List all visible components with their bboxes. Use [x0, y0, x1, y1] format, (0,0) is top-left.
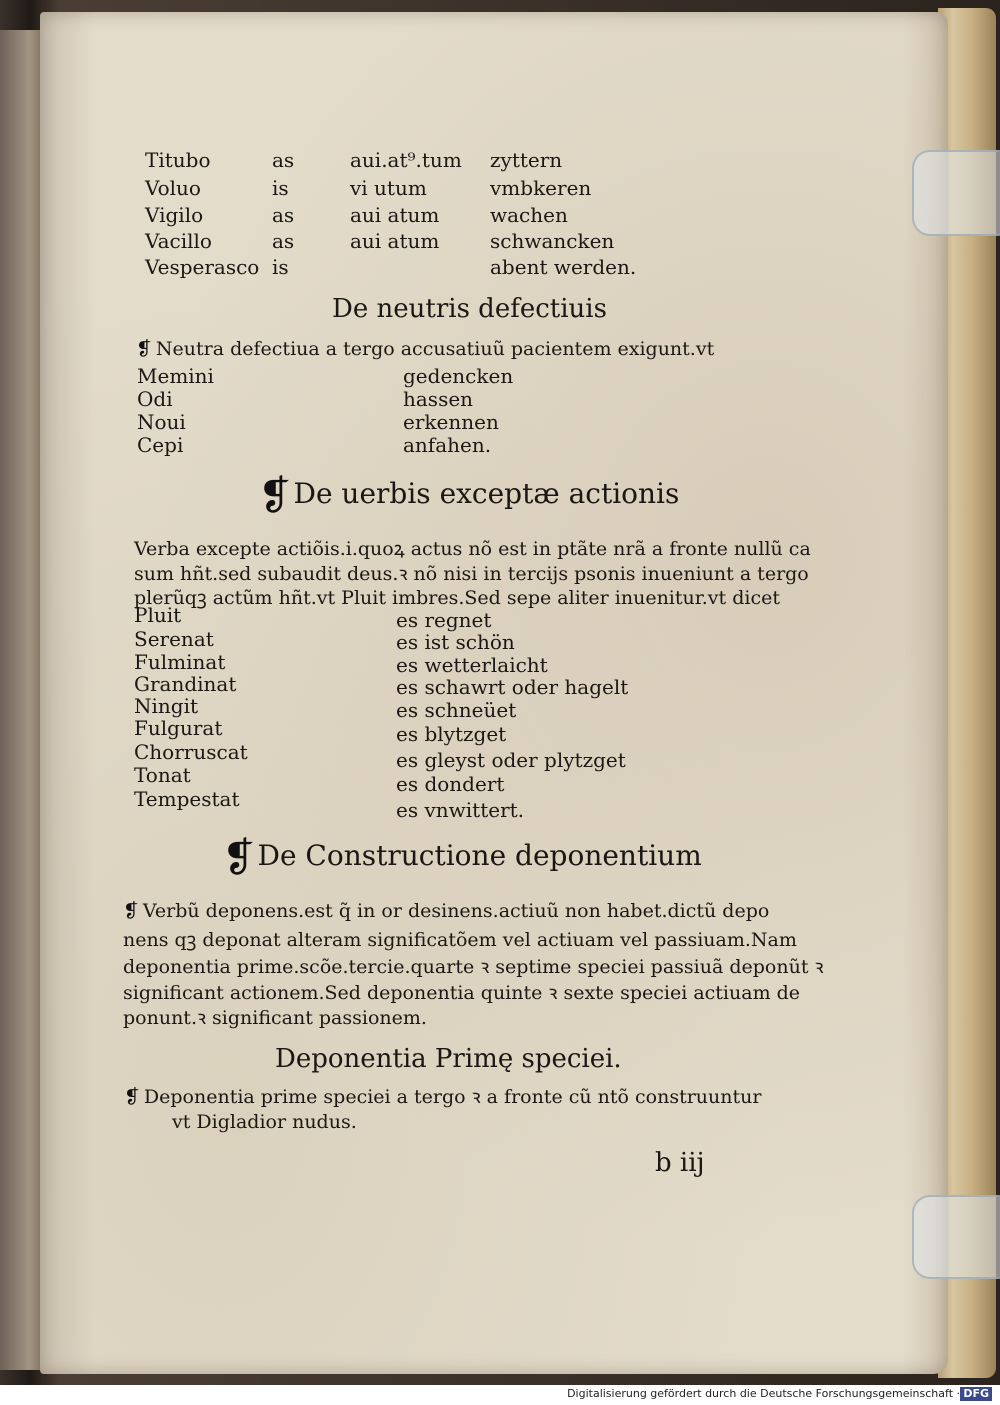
exceptae-para-line: Verba excepte actiõis.i.quoꝝ actus nõ est in ptãte nrã a fronte nullũ ca — [134, 538, 811, 560]
section-heading-neutris: De neutris defectiuis — [332, 294, 607, 324]
verb-german: schwancken — [490, 229, 615, 253]
verb-latin: Vacillo — [145, 229, 212, 253]
weather-latin: Serenat — [134, 627, 214, 651]
pilcrow-icon: ❡ — [258, 473, 292, 519]
exceptae-para-line: sum hñt.sed subaudit deus.ꝛ nõ nisi in tercijs psonis inueniunt a tergo — [134, 563, 809, 585]
weather-german: es ist schön — [396, 630, 515, 654]
constructione-para-line: deponentia prime.scõe.tercie.quarte ꝛ septime speciei passiuã deponũt ꝛ — [123, 956, 824, 978]
weather-german: es dondert — [396, 772, 505, 796]
verb-latin: Vesperasco — [145, 255, 260, 279]
prime-para-line: vt Digladior nudus. — [172, 1111, 357, 1133]
weather-german: es gleyst oder plytzget — [396, 748, 626, 772]
verb-latin: Vigilo — [145, 203, 204, 227]
weather-latin: Fulgurat — [134, 716, 223, 740]
verb-latin: Voluo — [145, 176, 201, 200]
verb-conj: is — [272, 176, 289, 200]
facing-page-edge — [0, 30, 42, 1370]
weather-latin: Tempestat — [134, 787, 240, 811]
constructione-para-line: nens qꝫ deponat alteram significatõem vel actiuam vel passiuam.Nam — [123, 929, 797, 951]
weather-german: es schneüet — [396, 698, 517, 722]
verb-conj: as — [272, 229, 295, 253]
page-clip-top — [912, 150, 1000, 236]
weather-german: es schawrt oder hagelt — [396, 675, 629, 699]
constructione-para-line: ponunt.ꝛ significant passionem. — [123, 1007, 427, 1029]
heading-text: De Constructione deponentium — [257, 839, 702, 872]
verb-german: abent werden. — [490, 255, 637, 279]
verb-german: vmbkeren — [490, 176, 592, 200]
intro-text: Neutra defectiua a tergo accusatiuũ pacientem exigunt.vt — [155, 338, 715, 360]
pilcrow-icon: ❡ — [136, 338, 152, 360]
neutris-latin: Odi — [137, 387, 173, 411]
page-clip-bottom — [912, 1195, 1000, 1279]
weather-german: es vnwittert. — [396, 798, 525, 822]
para-text: Verbũ deponens.est q̃ in or desinens.actiuũ non habet.dictũ depo — [142, 900, 770, 922]
neutris-latin: Cepi — [137, 433, 184, 457]
weather-latin: Pluit — [134, 603, 182, 627]
section-heading-constructione — [222, 835, 702, 881]
weather-german: es wetterlaicht — [396, 653, 548, 677]
section-intro-neutris — [136, 338, 714, 360]
verb-conj: is — [272, 255, 289, 279]
constructione-para-line: significant actionem.Sed deponentia quinte ꝛ sexte speciei actiuam de — [123, 982, 801, 1004]
neutris-latin: Memini — [137, 364, 214, 388]
pilcrow-icon: ❡ — [123, 900, 139, 922]
constructione-para-line — [123, 900, 769, 922]
verb-conj: as — [272, 203, 295, 227]
weather-latin: Tonat — [134, 763, 191, 787]
dfg-logo: DFG — [960, 1387, 992, 1401]
verb-forms: vi utum — [350, 176, 427, 200]
verb-german: zyttern — [490, 148, 563, 172]
section-heading-exceptae — [258, 473, 680, 519]
weather-latin: Fulminat — [134, 650, 226, 674]
weather-latin: Ningit — [134, 694, 199, 718]
weather-latin: Grandinat — [134, 672, 237, 696]
section-heading-prime: Deponentia Primę speciei. — [275, 1044, 622, 1074]
signature-mark: b iij — [655, 1148, 705, 1178]
pilcrow-icon: ❡ — [222, 835, 256, 881]
neutris-german: anfahen. — [403, 433, 492, 457]
neutris-latin: Noui — [137, 410, 186, 434]
pilcrow-icon: ❡ — [124, 1086, 140, 1108]
verb-latin: Titubo — [145, 148, 211, 172]
weather-latin: Chorruscat — [134, 740, 248, 764]
neutris-german: erkennen — [403, 410, 499, 434]
heading-text: De uerbis exceptæ actionis — [293, 477, 680, 510]
footer-credit: Digitalisierung gefördert durch die Deutsche Forschungsgemeinschaft · — [567, 1387, 960, 1400]
exceptae-para-line: plerũqꝫ actũm hñt.vt Pluit imbres.Sed sepe aliter inuenitur.vt dicet — [134, 587, 780, 609]
neutris-german: gedencken — [403, 364, 514, 388]
verb-conj: as — [272, 148, 295, 172]
verb-german: wachen — [490, 203, 568, 227]
weather-german: es regnet — [396, 608, 492, 632]
neutris-german: hassen — [403, 387, 474, 411]
verb-forms: aui atum — [350, 203, 440, 227]
verb-forms: aui.at⁹.tum — [350, 148, 462, 172]
para-text: Deponentia prime speciei a tergo ꝛ a fronte cũ ntõ construuntur — [143, 1086, 762, 1108]
weather-german: es blytzget — [396, 722, 507, 746]
verb-forms: aui atum — [350, 229, 440, 253]
prime-para-line — [124, 1083, 761, 1109]
